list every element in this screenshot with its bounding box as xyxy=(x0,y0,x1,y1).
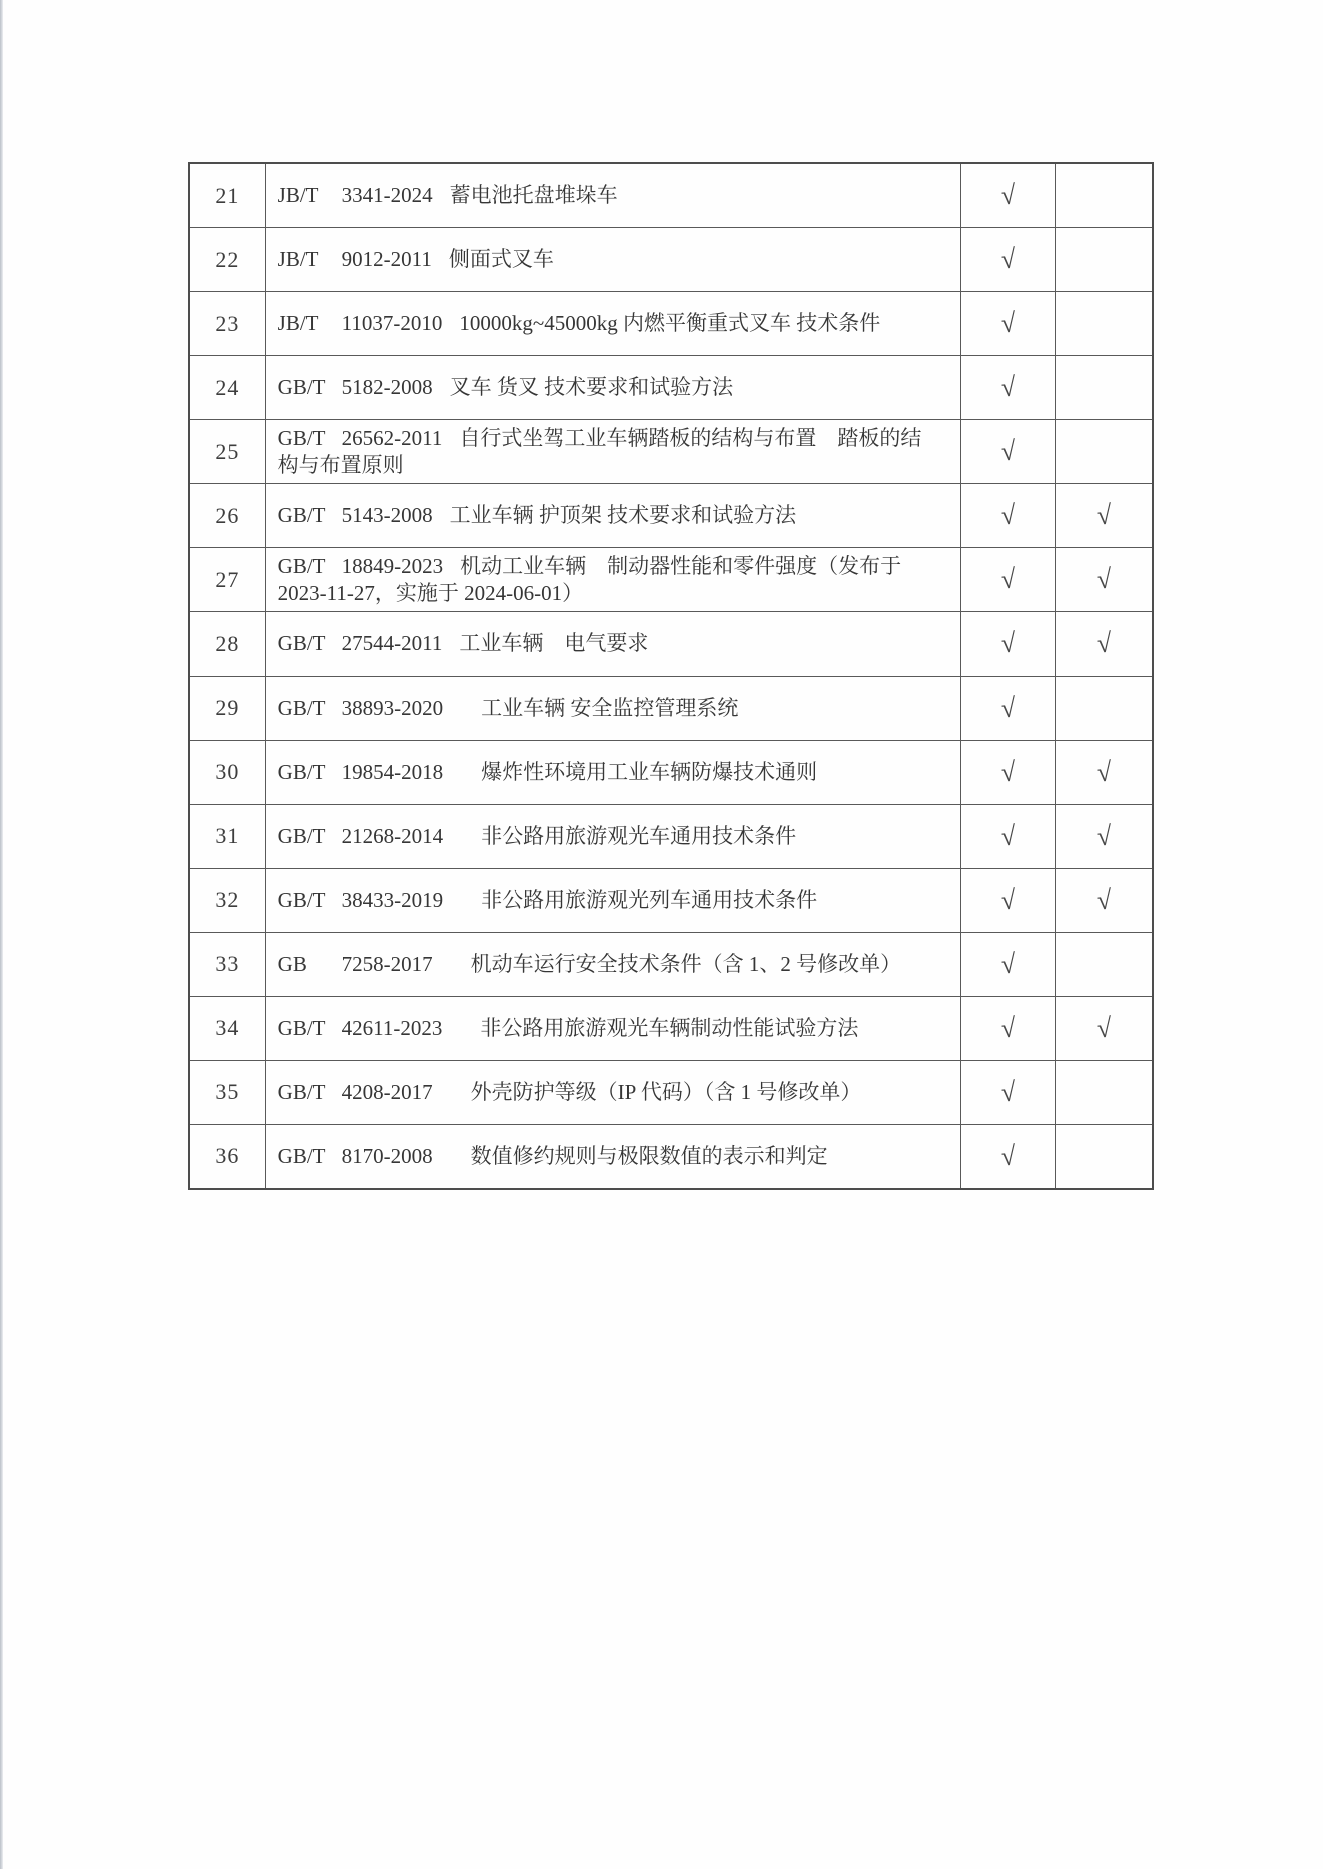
check-icon: √ xyxy=(1095,1012,1113,1044)
standard-prefix: GB/T xyxy=(277,553,326,578)
standard-text xyxy=(278,1079,862,1106)
standard-prefix: GB/T xyxy=(277,823,326,848)
standard-cell xyxy=(266,420,961,483)
row-number: 34 xyxy=(215,1015,240,1041)
check-icon: √ xyxy=(1095,499,1113,531)
table-row xyxy=(190,869,1152,933)
standard-prefix: GB/T xyxy=(277,375,326,400)
standard-prefix: GB/T xyxy=(277,503,326,528)
standard-prefix: GB/T xyxy=(277,695,326,720)
check-icon: √ xyxy=(1095,884,1113,916)
standard-cell xyxy=(266,484,961,547)
standard-cell xyxy=(266,292,961,355)
check-secondary-cell xyxy=(1056,164,1152,227)
standard-cell xyxy=(266,741,961,804)
check-primary-cell xyxy=(961,484,1057,547)
check-icon: √ xyxy=(999,756,1017,788)
row-number: 32 xyxy=(215,887,240,913)
standard-code: 21268-2014 xyxy=(341,823,444,848)
check-icon: √ xyxy=(999,371,1017,403)
check-secondary-cell xyxy=(1056,228,1152,291)
standard-text xyxy=(278,695,739,722)
row-number: 29 xyxy=(215,695,240,721)
standard-title: 机动工业车辆 制动器性能和零件强度（发布于 2023-11-27，实施于 2024-06-01） xyxy=(277,553,902,605)
standard-title: 外壳防护等级（IP 代码）（含 1 号修改单） xyxy=(449,1079,862,1104)
check-icon: √ xyxy=(999,243,1017,275)
row-number: 35 xyxy=(215,1079,240,1105)
row-number-cell xyxy=(190,356,266,419)
row-number-cell xyxy=(190,484,266,547)
standard-cell xyxy=(266,869,961,932)
check-primary-cell xyxy=(961,164,1057,227)
standard-code: 5182-2008 xyxy=(341,375,433,400)
check-icon: √ xyxy=(999,1076,1017,1108)
standard-text xyxy=(278,310,881,337)
check-secondary-cell xyxy=(1056,1061,1152,1124)
check-primary-cell xyxy=(961,933,1057,996)
row-number: 22 xyxy=(215,246,240,272)
standard-title: 侧面式叉车 xyxy=(448,247,554,272)
standard-cell xyxy=(266,548,961,611)
standard-prefix: JB/T xyxy=(277,311,319,336)
row-number-cell xyxy=(190,933,266,996)
check-secondary-cell xyxy=(1056,292,1152,355)
check-secondary-cell xyxy=(1056,1125,1152,1188)
row-number: 36 xyxy=(215,1143,240,1169)
check-secondary-cell xyxy=(1056,484,1152,547)
check-icon: √ xyxy=(1095,756,1113,788)
row-number-cell xyxy=(190,420,266,483)
check-primary-cell xyxy=(961,869,1057,932)
standard-prefix: GB xyxy=(277,951,307,976)
standard-text xyxy=(278,887,818,914)
check-icon: √ xyxy=(1095,563,1113,595)
standard-text xyxy=(278,759,818,786)
check-primary-cell xyxy=(961,677,1057,740)
standard-title: 工业车辆 电气要求 xyxy=(459,631,649,656)
row-number-cell xyxy=(190,1125,266,1188)
row-number: 31 xyxy=(215,823,240,849)
standard-text xyxy=(278,823,797,850)
standard-prefix: GB/T xyxy=(277,425,326,450)
table-row xyxy=(190,805,1152,869)
row-number-cell xyxy=(190,164,266,227)
row-number-cell xyxy=(190,612,266,675)
standard-code: 5143-2008 xyxy=(341,503,433,528)
check-primary-cell xyxy=(961,420,1057,483)
standard-title: 机动车运行安全技术条件（含 1、2 号修改单） xyxy=(449,951,902,976)
standard-title: 非公路用旅游观光车通用技术条件 xyxy=(460,823,797,848)
standard-cell xyxy=(266,805,961,868)
standard-code: 38893-2020 xyxy=(341,695,444,720)
standard-cell xyxy=(266,933,961,996)
standard-prefix: JB/T xyxy=(277,183,319,208)
table-row xyxy=(190,228,1152,292)
check-primary-cell xyxy=(961,1061,1057,1124)
standard-code: 38433-2019 xyxy=(341,887,444,912)
row-number: 27 xyxy=(215,566,240,592)
row-number-cell xyxy=(190,677,266,740)
standard-text xyxy=(278,1015,859,1042)
check-icon: √ xyxy=(999,1012,1017,1044)
standard-cell xyxy=(266,1125,961,1188)
row-number-cell xyxy=(190,997,266,1060)
standard-code: 19854-2018 xyxy=(341,759,444,784)
check-primary-cell xyxy=(961,1125,1057,1188)
standard-cell xyxy=(266,356,961,419)
standard-text xyxy=(278,246,554,273)
row-number-cell xyxy=(190,741,266,804)
standard-text xyxy=(278,630,649,657)
row-number-cell xyxy=(190,548,266,611)
standard-cell xyxy=(266,997,961,1060)
standard-code: 26562-2011 xyxy=(341,425,443,450)
row-number: 26 xyxy=(215,502,240,528)
standard-code: 42611-2023 xyxy=(341,1015,443,1040)
standard-prefix: GB/T xyxy=(277,887,326,912)
table-row xyxy=(190,741,1152,805)
scan-edge-shadow xyxy=(0,0,3,1869)
standard-prefix: GB/T xyxy=(277,1079,326,1104)
check-icon: √ xyxy=(999,820,1017,852)
standard-text xyxy=(278,425,936,479)
standard-text xyxy=(278,951,902,978)
standard-title: 工业车辆 安全监控管理系统 xyxy=(460,695,739,720)
table-row xyxy=(190,420,1152,484)
check-primary-cell xyxy=(961,292,1057,355)
check-secondary-cell xyxy=(1056,805,1152,868)
standard-title: 数值修约规则与极限数值的表示和判定 xyxy=(449,1143,828,1168)
standard-title: 非公路用旅游观光列车通用技术条件 xyxy=(460,887,818,912)
check-secondary-cell xyxy=(1056,869,1152,932)
check-secondary-cell xyxy=(1056,420,1152,483)
check-secondary-cell xyxy=(1056,741,1152,804)
check-icon: √ xyxy=(1095,820,1113,852)
check-icon: √ xyxy=(999,499,1017,531)
table-row xyxy=(190,164,1152,228)
standard-prefix: JB/T xyxy=(277,247,319,272)
standard-code: 4208-2017 xyxy=(341,1079,433,1104)
row-number: 23 xyxy=(215,310,240,336)
row-number: 33 xyxy=(215,951,240,977)
table-row xyxy=(190,1061,1152,1125)
standard-code: 3341-2024 xyxy=(341,183,433,208)
check-primary-cell xyxy=(961,612,1057,675)
standard-title: 非公路用旅游观光车辆制动性能试验方法 xyxy=(459,1015,859,1040)
standard-code: 18849-2023 xyxy=(341,553,444,578)
standard-cell xyxy=(266,164,961,227)
standard-code: 11037-2010 xyxy=(341,311,443,336)
check-primary-cell xyxy=(961,805,1057,868)
standard-prefix: GB/T xyxy=(277,1143,326,1168)
check-icon: √ xyxy=(999,884,1017,916)
standard-code: 7258-2017 xyxy=(341,951,433,976)
row-number-cell xyxy=(190,1061,266,1124)
standard-title: 叉车 货叉 技术要求和试验方法 xyxy=(449,375,734,400)
standard-cell xyxy=(266,612,961,675)
standard-text xyxy=(278,502,797,529)
check-icon: √ xyxy=(999,692,1017,724)
row-number: 25 xyxy=(215,438,240,464)
standard-title: 爆炸性环境用工业车辆防爆技术通则 xyxy=(460,759,818,784)
standard-title: 蓄电池托盘堆垛车 xyxy=(449,183,618,208)
row-number-cell xyxy=(190,292,266,355)
table-row xyxy=(190,677,1152,741)
table-row xyxy=(190,933,1152,997)
row-number: 21 xyxy=(215,182,240,208)
standard-prefix: GB/T xyxy=(277,759,326,784)
table-row xyxy=(190,612,1152,676)
check-secondary-cell xyxy=(1056,612,1152,675)
check-icon: √ xyxy=(999,563,1017,595)
standard-code: 27544-2011 xyxy=(341,631,443,656)
check-primary-cell xyxy=(961,548,1057,611)
standard-prefix: GB/T xyxy=(277,1015,326,1040)
check-secondary-cell xyxy=(1056,356,1152,419)
check-icon: √ xyxy=(999,179,1017,211)
standard-text xyxy=(278,553,936,607)
table-row xyxy=(190,997,1152,1061)
standard-title: 工业车辆 护顶架 技术要求和试验方法 xyxy=(449,503,797,528)
check-primary-cell xyxy=(961,741,1057,804)
check-secondary-cell xyxy=(1056,997,1152,1060)
check-secondary-cell xyxy=(1056,933,1152,996)
table-row xyxy=(190,292,1152,356)
standard-cell xyxy=(266,677,961,740)
row-number-cell xyxy=(190,805,266,868)
standard-title: 自行式坐驾工业车辆踏板的结构与布置 踏板的结构与布置原则 xyxy=(277,425,922,477)
table-row xyxy=(190,548,1152,612)
standard-text xyxy=(278,374,734,401)
row-number-cell xyxy=(190,869,266,932)
table-row xyxy=(190,356,1152,420)
check-icon: √ xyxy=(999,435,1017,467)
standard-cell xyxy=(266,228,961,291)
check-icon: √ xyxy=(999,307,1017,339)
table-row xyxy=(190,484,1152,548)
check-icon: √ xyxy=(999,948,1017,980)
check-primary-cell xyxy=(961,228,1057,291)
row-number-cell xyxy=(190,228,266,291)
row-number: 28 xyxy=(215,630,240,656)
standard-code: 9012-2011 xyxy=(341,247,432,272)
check-primary-cell xyxy=(961,997,1057,1060)
table-row xyxy=(190,1125,1152,1188)
standard-code: 8170-2008 xyxy=(341,1143,433,1168)
check-icon: √ xyxy=(999,627,1017,659)
check-icon: √ xyxy=(999,1140,1017,1172)
standards-table xyxy=(188,162,1154,1190)
standard-title: 10000kg~45000kg 内燃平衡重式叉车 技术条件 xyxy=(459,311,881,336)
check-primary-cell xyxy=(961,356,1057,419)
check-secondary-cell xyxy=(1056,548,1152,611)
row-number: 24 xyxy=(215,374,240,400)
standard-text xyxy=(278,182,618,209)
standard-prefix: GB/T xyxy=(277,631,326,656)
standard-cell xyxy=(266,1061,961,1124)
row-number: 30 xyxy=(215,759,240,785)
standard-text xyxy=(278,1143,828,1170)
check-secondary-cell xyxy=(1056,677,1152,740)
check-icon: √ xyxy=(1095,627,1113,659)
